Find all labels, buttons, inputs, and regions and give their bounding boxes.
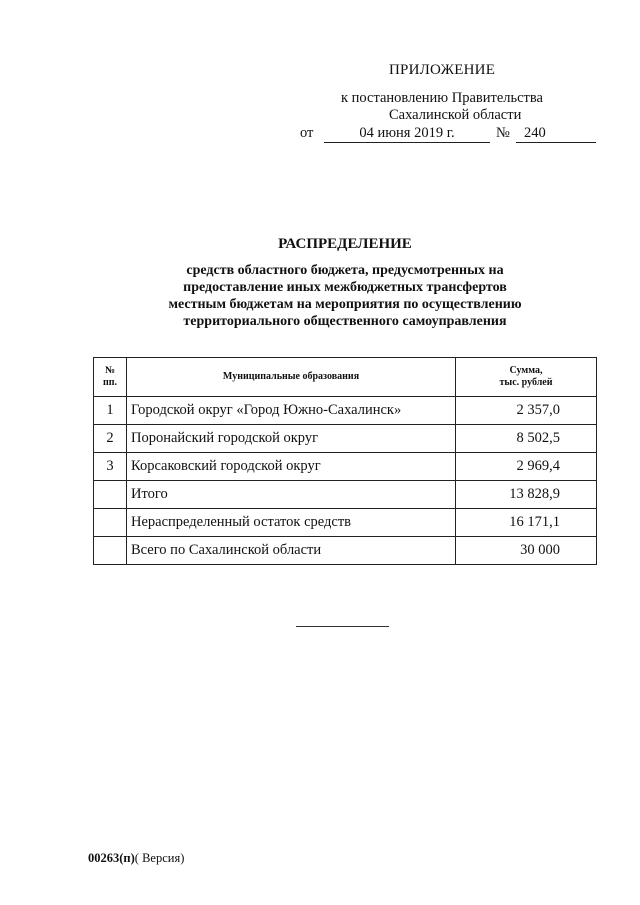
- header-sum: [456, 358, 597, 397]
- row-label: Итого: [127, 481, 456, 509]
- number-label: №: [496, 125, 510, 141]
- footer-code: [88, 851, 184, 866]
- subtitle-line: территориального общественного самоуправления: [183, 314, 507, 329]
- header-number-line2: пп.: [102, 377, 118, 388]
- appendix-title: ПРИЛОЖЕНИЕ: [389, 62, 496, 78]
- decree-date: 04 июня 2019 г.: [324, 125, 490, 143]
- end-divider: [296, 626, 389, 627]
- document-version: ( Версия): [134, 851, 185, 865]
- row-number: 2: [94, 425, 127, 453]
- document-subtitle: [0, 262, 640, 330]
- row-label: Всего по Сахалинской области: [127, 537, 456, 565]
- row-sum: 13 828,9: [456, 481, 597, 509]
- table-row: [94, 397, 597, 425]
- decree-number: 240: [516, 125, 596, 143]
- row-label: Нераспределенный остаток средств: [127, 509, 456, 537]
- row-number: 3: [94, 453, 127, 481]
- header-number-line1: №: [104, 365, 116, 376]
- table-row-total: [94, 537, 597, 565]
- row-sum: 30 000: [456, 537, 597, 565]
- table-row-remainder: [94, 509, 597, 537]
- header-municipality: Муниципальные образования: [127, 358, 456, 397]
- table-row: [94, 425, 597, 453]
- row-sum: 2 969,4: [456, 453, 597, 481]
- document-code: 00263(п): [88, 851, 135, 865]
- row-number: 1: [94, 397, 127, 425]
- table-row: [94, 453, 597, 481]
- row-sum: 16 171,1: [456, 509, 597, 537]
- subtitle-line: местным бюджетам на мероприятия по осуществлению: [168, 297, 522, 312]
- row-number: [94, 537, 127, 565]
- decree-reference-line2: Сахалинской области: [389, 107, 522, 123]
- row-number: [94, 509, 127, 537]
- header-sum-line1: Сумма,: [509, 365, 543, 376]
- document-title: РАСПРЕДЕЛЕНИЕ: [278, 236, 412, 252]
- row-sum: 2 357,0: [456, 397, 597, 425]
- subtitle-line: предоставление иных межбюджетных трансфертов: [183, 280, 507, 295]
- decree-reference-line1: к постановлению Правительства: [341, 90, 543, 106]
- row-municipality: Городской округ «Город Южно-Сахалинск»: [127, 397, 456, 425]
- row-municipality: Поронайский городской округ: [127, 425, 456, 453]
- table-header-row: [94, 358, 597, 397]
- row-number: [94, 481, 127, 509]
- header-number: [94, 358, 127, 397]
- row-sum: 8 502,5: [456, 425, 597, 453]
- table-row-subtotal: [94, 481, 597, 509]
- subtitle-line: средств областного бюджета, предусмотренных на: [186, 263, 504, 278]
- from-label: от: [300, 125, 314, 141]
- distribution-table: [93, 357, 597, 565]
- row-municipality: Корсаковский городской округ: [127, 453, 456, 481]
- header-sum-line2: тыс. рублей: [499, 377, 553, 388]
